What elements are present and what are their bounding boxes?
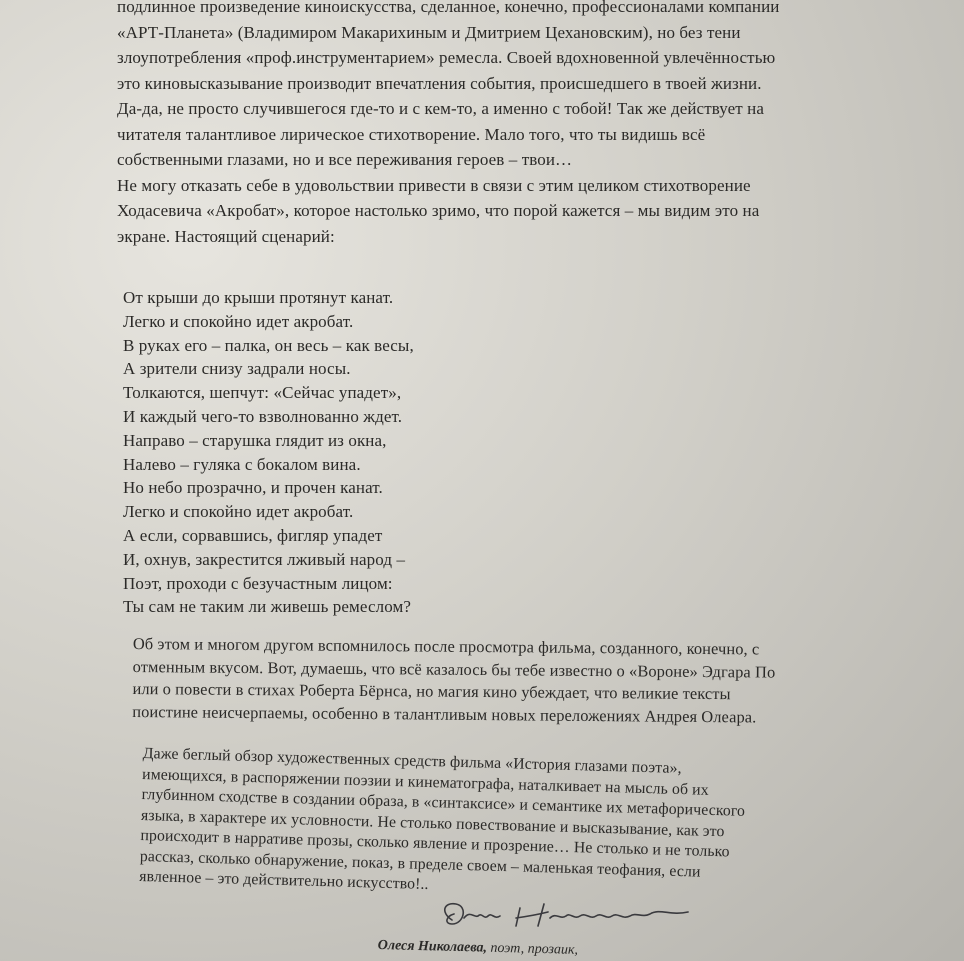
author-credit — [378, 936, 579, 961]
author-role: поэт, прозаик, — [486, 940, 579, 958]
signature-stroke — [445, 904, 688, 926]
paragraph-raven-burns: Об этом и многом другом вспомнилось после просмотра фильма, созданного, конечно, с отменным вкусом. Вот, думаешь, что всё казалось бы тебе известно о «Вороне» Эдгара По или о повести в стихах Роберта Бёрнса, но магия кино убеждает, что великие тексты поистине неисчерпаемы, особенно в талантливым новых переложениях Андрея Олеара. — [132, 633, 776, 726]
paragraph-film-review: Даже беглый обзор художественных средств фильма «История глазами поэта», имеющихся, в распоряжении поэзии и кинематографа, наталкивает на мысль об их глубинном сходстве в создании образа, в «синтаксисе» и семантике их метафорического языка, в характере их условности. Не столько повествование и высказывание, как это происходит в нарративе прозы, сколько явление и прозрение… Не столько и не только рассказ, сколько обнаружение, показ, в пределе своем – маленькая теофания, если явленное – это действительно искусство!.. — [139, 744, 746, 894]
author-name: Олеся Николаева, — [377, 937, 488, 956]
poem-acrobat: От крыши до крыши протянут канат. Легко и спокойно идет акробат. В руках его – палка, он весь – как весы, А зрители снизу задрали носы. Толкаются, шепчут: «Сейчас упадет», И каждый чего-то взволнованно ждет. Направо – старушка глядит из окна, Налево – гуляка с бокалом вина. Но небо прозрачно, и прочен канат. Легко и спокойно идет акробат. А если, сорвавшись, фигляр упадет И, охнув, закрестится лживый народ – Поэт, проходи с безучастным лицом: Ты сам не таким ли живешь ремеслом? — [123, 288, 414, 617]
intro-paragraph: подлинное произведение киноискусства, сделанное, конечно, профессионалами компании «АРТ-Планета» (Владимиром Макарихиным и Дмитрием Цехановским), но без тени злоупотребления «проф.инструментарием» ремесла. Своей вдохновенной увлечённостью это киновысказывание производит впечатления события, происшедшего в твоей жизни. Да-да, не просто случившегося где-то и с кем-то, а именно с тобой! Так же действует на читателя талантливое лирическое стихотворение. Мало того, что ты видишь всё собственными глазами, но и все переживания героев – твои… Не могу отказать себе в удовольствии привести в связи с этим целиком стихотворение Ходасевича «Акробат», которое настолько зримо, что порой кажется – мы видим это на экране. Настоящий сценарий: — [117, 0, 780, 246]
